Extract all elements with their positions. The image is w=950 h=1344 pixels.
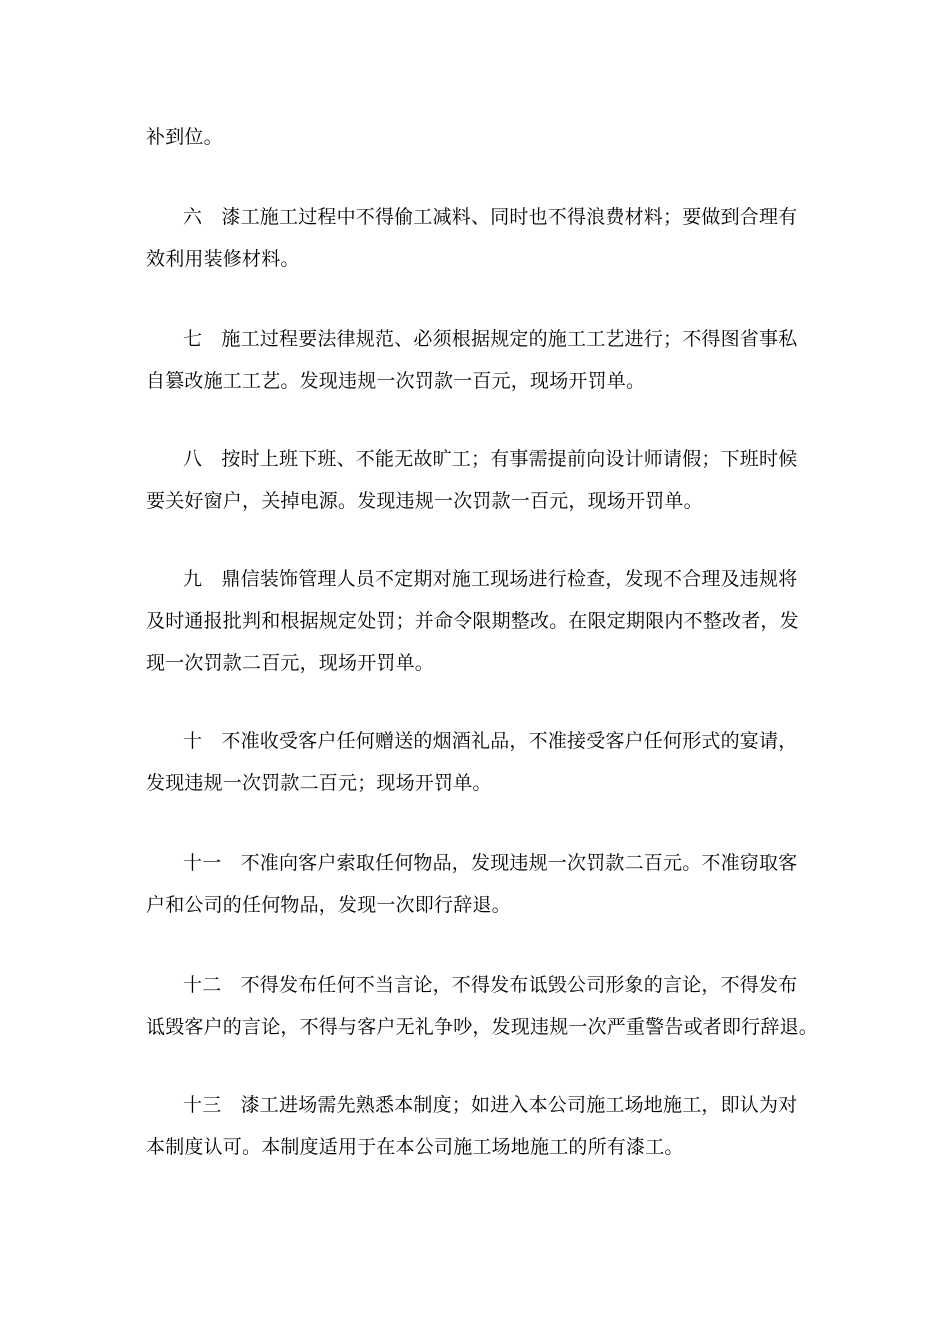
- paragraph-line: 七 施工过程要法律规范、必须根据规定的施工工艺进行；不得图省事私: [183, 328, 798, 350]
- paragraph-rule-13: [146, 1084, 806, 1168]
- paragraph-line: 补到位。: [146, 126, 223, 148]
- paragraph-line: 本制度认可。本制度适用于在本公司施工场地施工的所有漆工。: [146, 1136, 684, 1158]
- paragraph-line: 自篡改施工工艺。发现违规一次罚款一百元，现场开罚单。: [146, 370, 646, 392]
- paragraph-line: 户和公司的任何物品，发现一次即行辞退。: [146, 894, 511, 916]
- paragraph-line: 及时通报批判和根据规定处罚；并命令限期整改。在限定期限内不整改者，发: [146, 610, 799, 632]
- paragraph-continuation: [146, 116, 806, 158]
- paragraph-rule-11: [146, 842, 806, 926]
- paragraph-rule-6: [146, 196, 806, 280]
- paragraph-line: 诋毁客户的言论，不得与客户无礼争吵，发现违规一次严重警告或者即行辞退。: [146, 1016, 819, 1038]
- paragraph-rule-10: [146, 720, 806, 804]
- paragraph-line: 八 按时上班下班、不能无故旷工；有事需提前向设计师请假；下班时候: [183, 448, 798, 470]
- paragraph-rule-9: [146, 558, 806, 684]
- paragraph-line: 十二 不得发布任何不当言论，不得发布诋毁公司形象的言论，不得发布: [183, 974, 798, 996]
- paragraph-line: 十三 漆工进场需先熟悉本制度；如进入本公司施工场地施工，即认为对: [183, 1094, 798, 1116]
- paragraph-line: 九 鼎信装饰管理人员不定期对施工现场进行检查，发现不合理及违规将: [183, 568, 798, 590]
- paragraph-rule-8: [146, 438, 806, 522]
- paragraph-line: 十 不准收受客户任何赠送的烟酒礼品，不准接受客户任何形式的宴请，: [183, 730, 798, 752]
- paragraph-line: 十一 不准向客户索取任何物品，发现违规一次罚款二百元。不准窃取客: [183, 852, 798, 874]
- paragraph-rule-7: [146, 318, 806, 402]
- paragraph-line: 要关好窗户，关掉电源。发现违规一次罚款一百元，现场开罚单。: [146, 490, 703, 512]
- paragraph-line: 发现违规一次罚款二百元；现场开罚单。: [146, 772, 492, 794]
- paragraph-rule-12: [146, 964, 819, 1048]
- paragraph-line: 六 漆工施工过程中不得偷工减料、同时也不得浪费材料；要做到合理有: [183, 206, 798, 228]
- paragraph-line: 现一次罚款二百元，现场开罚单。: [146, 652, 435, 674]
- paragraph-line: 效利用装修材料。: [146, 248, 300, 270]
